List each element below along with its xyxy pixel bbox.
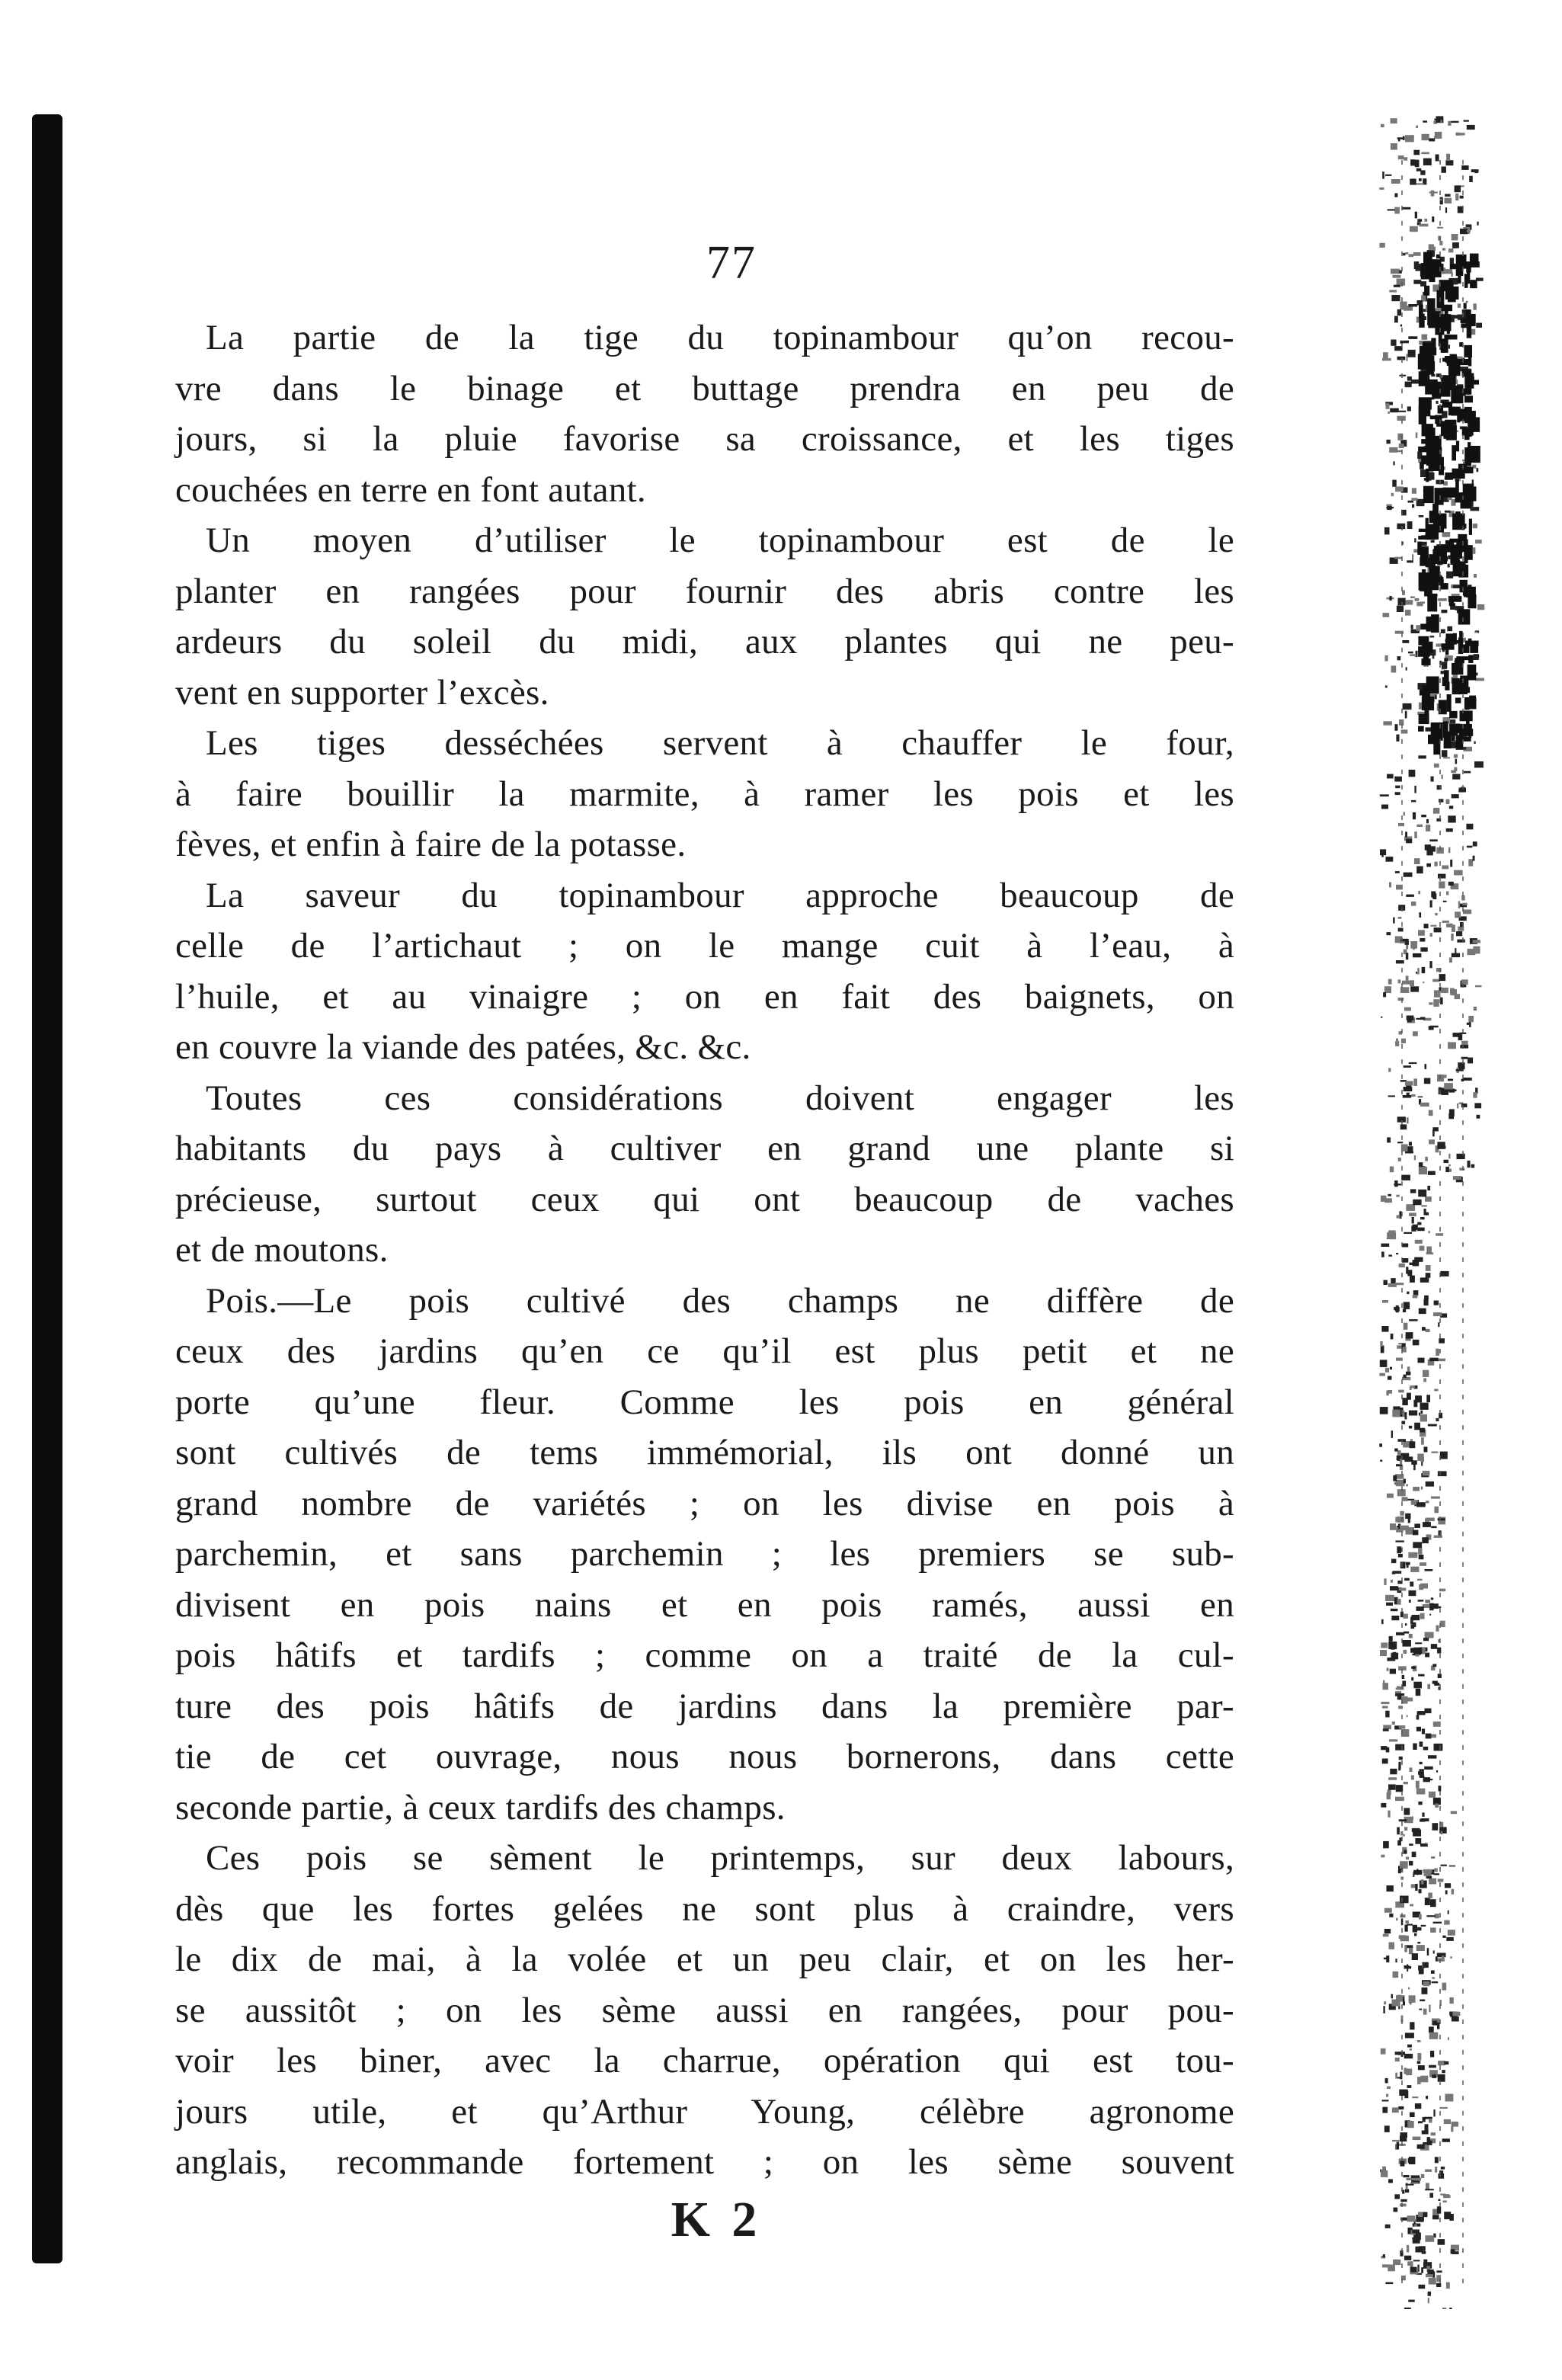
signature-mark: K 2 xyxy=(671,2191,762,2247)
text-line: Un moyen d’utiliser le topinambour est de le xyxy=(206,521,1234,560)
text-line: celle de l’artichaut ; on le mange cuit à l’eau, à xyxy=(175,926,1234,966)
text-line: voir les biner, avec la charrue, opération qui est tou- xyxy=(175,2041,1234,2080)
text-line: parchemin, et sans parchemin ; les premiers se sub- xyxy=(175,1534,1234,1574)
text-line: se aussitôt ; on les sème aussi en rangées, pour pou- xyxy=(175,1990,1234,2030)
text-line: La saveur du topinambour approche beaucoup de xyxy=(206,875,1234,915)
text-line: ceux des jardins qu’en ce qu’il est plus petit et ne xyxy=(175,1331,1234,1371)
text-line: précieuse, surtout ceux qui ont beaucoup de vaches xyxy=(175,1179,1234,1219)
text-line: sont cultivés de tems immémorial, ils ont donné un xyxy=(175,1433,1234,1472)
text-line: planter en rangées pour fournir des abris contre les xyxy=(175,571,1234,611)
text-line: vent en supporter l’excès. xyxy=(175,672,549,713)
text-line: tie de cet ouvrage, nous nous bornerons, dans cette xyxy=(175,1737,1234,1776)
text-line: porte qu’une fleur. Comme les pois en général xyxy=(175,1382,1234,1422)
text-line: divisent en pois nains et en pois ramés, aussi en xyxy=(175,1584,1234,1625)
text-line: Les tiges desséchées servent à chauffer le four, xyxy=(206,723,1234,763)
text-line: couchées en terre en font autant. xyxy=(175,469,646,510)
body-text xyxy=(175,312,1242,2188)
text-line: et de moutons. xyxy=(175,1230,389,1270)
text-line: seconde partie, à ceux tardifs des champs. xyxy=(175,1787,786,1827)
text-line: à faire bouillir la marmite, à ramer les pois et les xyxy=(175,774,1234,814)
text-line: grand nombre de variétés ; on les divise en pois à xyxy=(175,1483,1234,1523)
text-line: ardeurs du soleil du midi, aux plantes qui ne peu- xyxy=(175,622,1234,661)
page-number: 77 xyxy=(706,237,757,289)
text-line: en couvre la viande des patées, &c. &c. xyxy=(175,1027,751,1067)
text-line: vre dans le binage et buttage prendra en peu de xyxy=(175,368,1234,408)
text-line: Toutes ces considérations doivent engager les xyxy=(206,1078,1234,1118)
text-line: pois hâtifs et tardifs ; comme on a traité de la cul- xyxy=(175,1635,1234,1675)
text-line: jours utile, et qu’Arthur Young, célèbre agronome xyxy=(175,2091,1234,2132)
text-line: ture des pois hâtifs de jardins dans la première par- xyxy=(175,1686,1234,1726)
book-page xyxy=(175,221,1242,2249)
text-line: Ces pois se sèment le printemps, sur deux labours, xyxy=(206,1838,1234,1878)
text-line: le dix de mai, à la volée et un peu clair, et on les her- xyxy=(175,1940,1234,1979)
text-line: l’huile, et au vinaigre ; on en fait des baignets, on xyxy=(175,976,1234,1017)
scan-edge-bar xyxy=(32,114,62,2263)
text-line: dès que les fortes gelées ne sont plus à craindre, vers xyxy=(175,1888,1234,1929)
text-line: jours, si la pluie favorise sa croissance, et les tiges xyxy=(175,419,1234,459)
scan-noise-edge xyxy=(1349,114,1501,2309)
text-line: La partie de la tige du topinambour qu’on recou- xyxy=(206,318,1234,357)
text-line: anglais, recommande fortement ; on les sème souvent xyxy=(175,2142,1234,2182)
text-line: fèves, et enfin à faire de la potasse. xyxy=(175,825,687,864)
text-line: Pois.—Le pois cultivé des champs ne diffère de xyxy=(206,1280,1234,1321)
text-line: habitants du pays à cultiver en grand une plante si xyxy=(175,1129,1234,1168)
